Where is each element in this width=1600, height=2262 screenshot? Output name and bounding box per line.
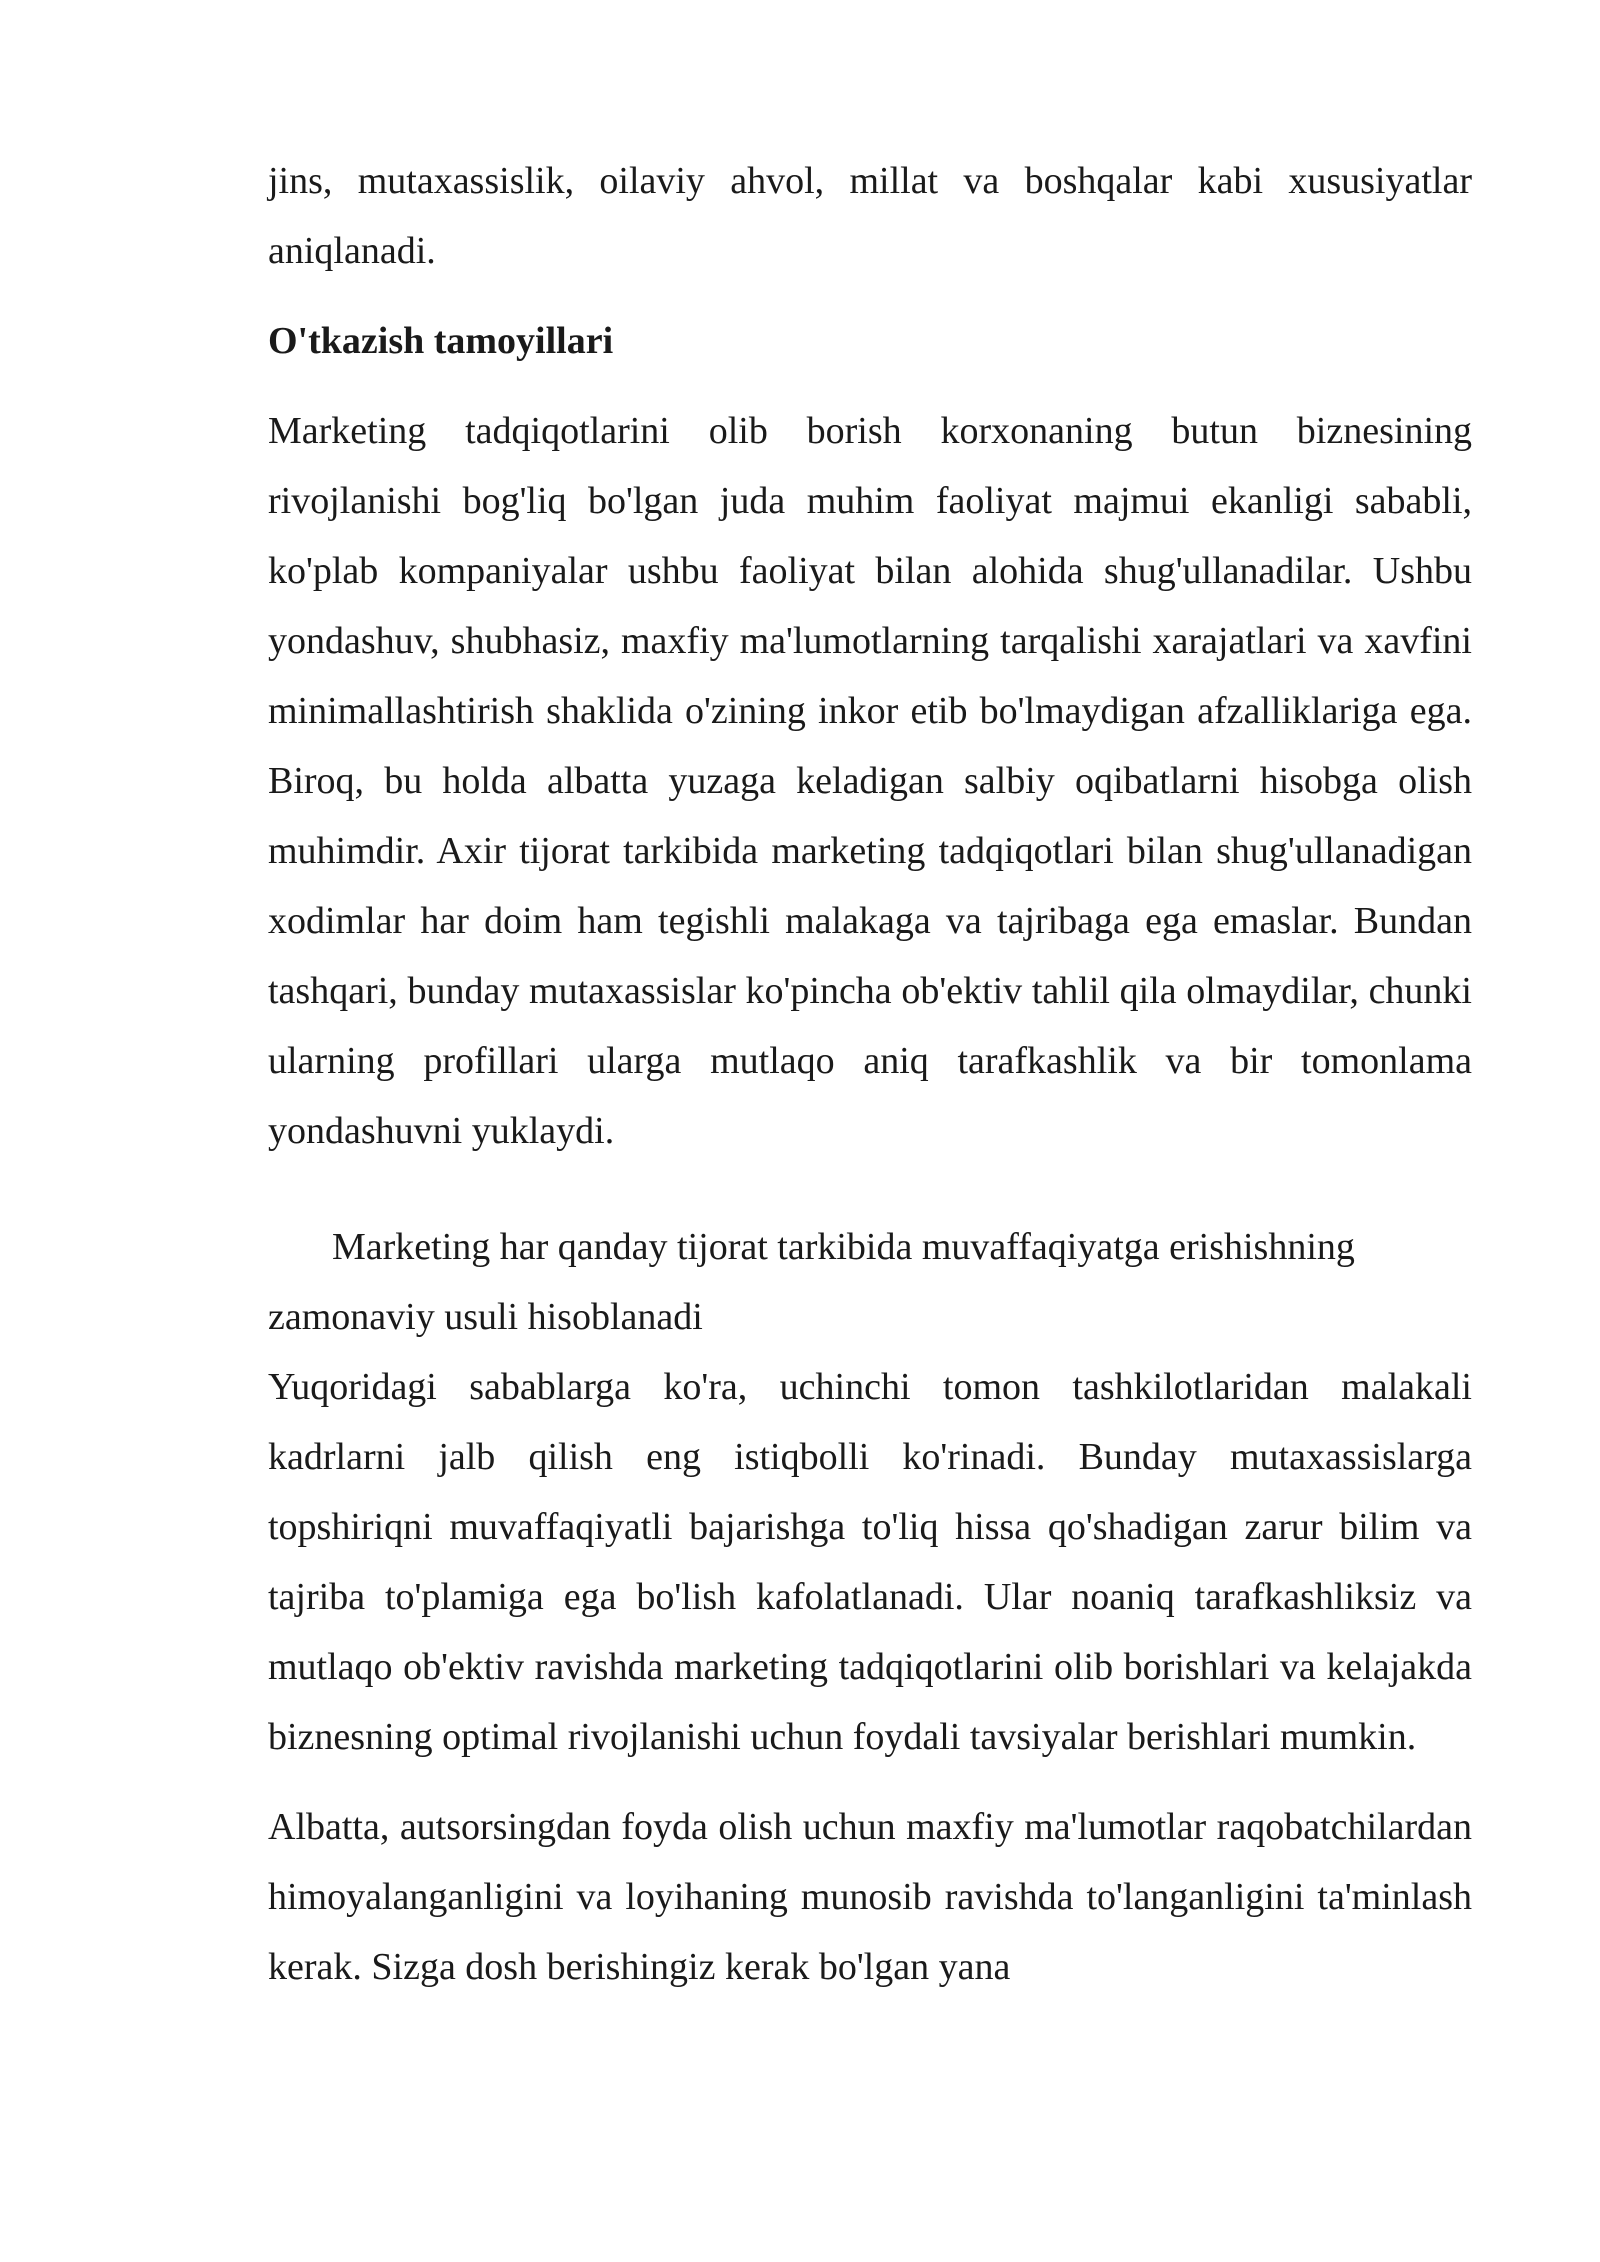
paragraph-4: Albatta, autsorsingdan foyda olish uchun maxfiy ma'lumotlar raqobatchilardan himoyalanganligini va loyihaning munosib ravishda to'langanligini ta'minlash kerak. Sizga dosh berishingiz kerak bo'lgan yana [268, 1806, 1472, 1988]
paragraph-1: jins, mutaxassislik, oilaviy ahvol, millat va boshqalar kabi xususiyatlar aniqlanadi. [268, 160, 1472, 272]
image-caption: Marketing har qanday tijorat tarkibida muvaffaqiyatga erishishning zamonaviy usuli hisoblanadi [268, 1226, 1355, 1338]
paragraph-3: Yuqoridagi sabablarga ko'ra, uchinchi tomon tashkilotlaridan malakali kadrlarni jalb qilish eng istiqbolli ko'rinadi. Bunday mutaxassislarga topshiriqni muvaffaqiyatli bajarishga to'liq hissa qo'shadigan zarur bilim va tajriba to'plamiga ega bo'lish kafolatlanadi. Ular noaniq tarafkashliksiz va mutlaqo ob'ektiv ravishda marketing tadqiqotlarini olib borishlari va kelajakda biznesning optimal rivojlanishi uchun foydali tavsiyalar berishlari mumkin. [268, 1366, 1472, 1758]
paragraph-2: Marketing tadqiqotlarini olib borish korxonaning butun biznesining rivojlanishi bog'liq bo'lgan juda muhim faoliyat majmui ekanligi sababli, ko'plab kompaniyalar ushbu faoliyat bilan alohida shug'ullanadilar. Ushbu yondashuv, shubhasiz, maxfiy ma'lumotlarning tarqalishi xarajatlari va xavfini minimallashtirish shaklida o'zining inkor etib bo'lmaydigan afzalliklariga ega. Biroq, bu holda albatta yuzaga keladigan salbiy oqibatlarni hisobga olish muhimdir. Axir tijorat tarkibida marketing tadqiqotlari bilan shug'ullanadigan xodimlar har doim ham tegishli malakaga va tajribaga ega emaslar. Bundan tashqari, bunday mutaxassislar ko'pincha ob'ektiv tahlil qila olmaydilar, chunki ularning profillari ularga mutlaqo aniq tarafkashlik va bir tomonlama yondashuvni yuklaydi. [268, 410, 1472, 1152]
section-heading: O'tkazish tamoyillari [268, 320, 614, 362]
document-body [268, 146, 1472, 2002]
